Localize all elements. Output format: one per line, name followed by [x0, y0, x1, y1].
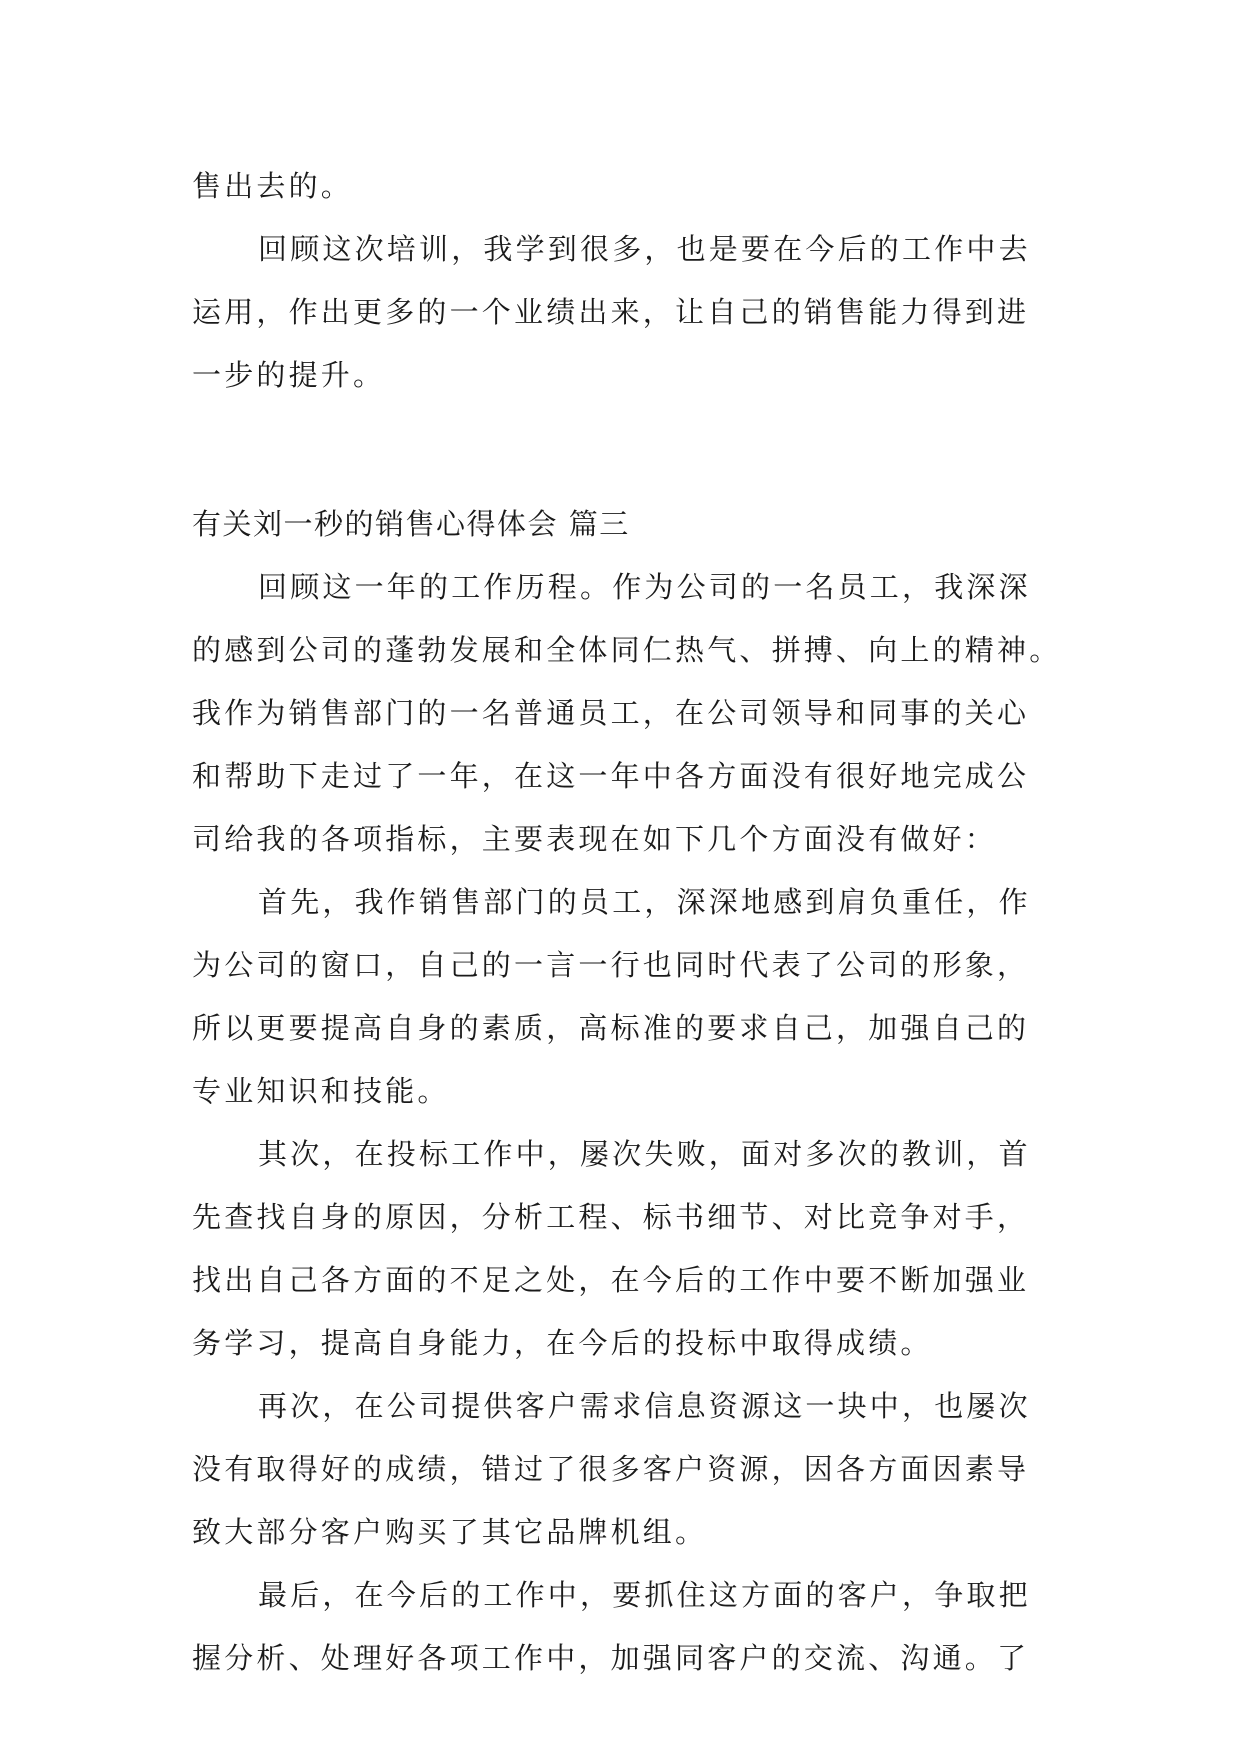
paragraph-line: 和帮助下走过了一年，在这一年中各方面没有很好地完成公: [192, 759, 1030, 793]
section-heading: 有关刘一秒的销售心得体会 篇三: [192, 507, 630, 541]
paragraph-line: 回顾这一年的工作历程。作为公司的一名员工，我深深: [258, 570, 1031, 604]
paragraph-line: 所以更要提高自身的素质，高标准的要求自己，加强自己的: [192, 1011, 1030, 1045]
paragraph-line: 为公司的窗口，自己的一言一行也同时代表了公司的形象，: [192, 948, 1030, 982]
review-paragraph-line: 一步的提升。: [192, 358, 386, 392]
paragraph-line: 我作为销售部门的一名普通员工，在公司领导和同事的关心: [192, 696, 1030, 730]
paragraph-line: 再次，在公司提供客户需求信息资源这一块中，也屡次: [258, 1389, 1031, 1423]
paragraph-2: [192, 871, 1052, 1123]
paragraph-line: 找出自己各方面的不足之处，在今后的工作中要不断加强业: [192, 1263, 1030, 1297]
paragraph-line: 最后，在今后的工作中，要抓住这方面的客户，争取把: [258, 1578, 1031, 1612]
paragraph-3: [192, 1123, 1052, 1375]
paragraph-line: 先查找自身的原因，分析工程、标书细节、对比竞争对手，: [192, 1200, 1030, 1234]
paragraph-line: 的感到公司的蓬勃发展和全体同仁热气、拼搏、向上的精神。: [192, 633, 1062, 667]
paragraph-line: 其次，在投标工作中，屡次失败，面对多次的教训，首: [258, 1137, 1031, 1171]
paragraph-4: [192, 1375, 1052, 1564]
paragraph-line: 务学习，提高自身能力，在今后的投标中取得成绩。: [192, 1326, 933, 1360]
section-spacer: [192, 407, 1052, 493]
paragraph-line: 致大部分客户购买了其它品牌机组。: [192, 1515, 708, 1549]
paragraph-line: 没有取得好的成绩，错过了很多客户资源，因各方面因素导: [192, 1452, 1030, 1486]
paragraph-line: 专业知识和技能。: [192, 1074, 450, 1108]
review-paragraph: [192, 218, 1052, 407]
paragraph-1: [192, 556, 1062, 871]
review-paragraph-line: 回顾这次培训，我学到很多，也是要在今后的工作中去: [258, 232, 1031, 266]
review-paragraph-line: 运用，作出更多的一个业绩出来，让自己的销售能力得到进: [192, 295, 1030, 329]
intro-paragraph-line: 售出去的。: [192, 169, 354, 203]
document-body: [192, 155, 1062, 1690]
paragraph-line: 首先，我作销售部门的员工，深深地感到肩负重任，作: [258, 885, 1031, 919]
paragraph-line: 司给我的各项指标，主要表现在如下几个方面没有做好：: [192, 822, 998, 856]
paragraph-5: [192, 1564, 1052, 1690]
paragraph-line: 握分析、处理好各项工作中，加强同客户的交流、沟通。了: [192, 1641, 1030, 1675]
